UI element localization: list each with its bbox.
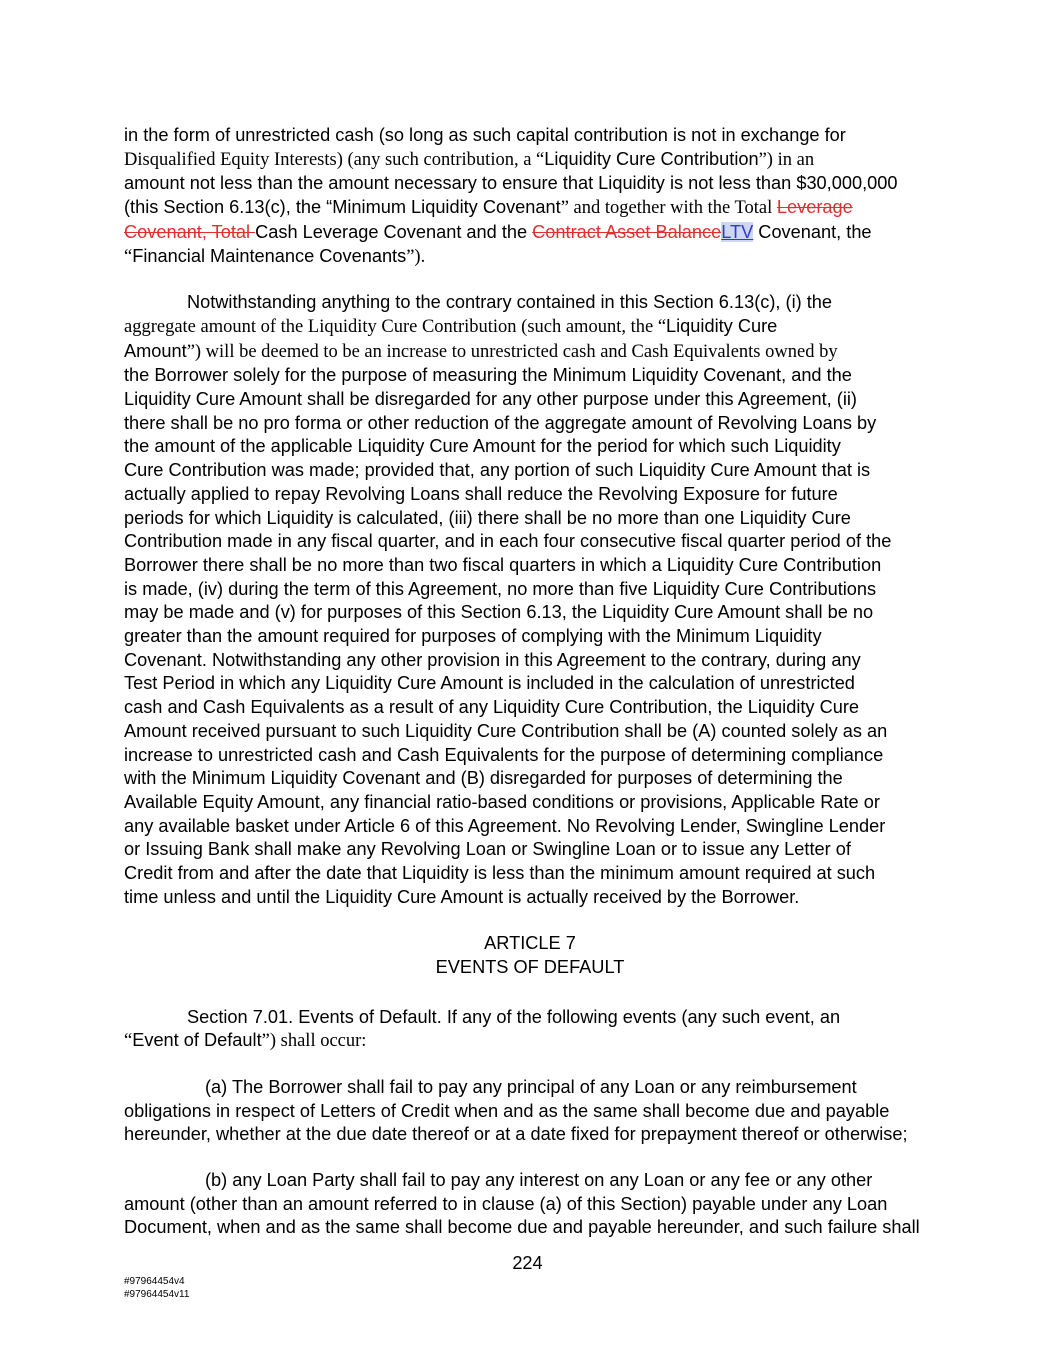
text-line: (this Section 6.13(c), the “Minimum Liquidity Covenant” and together with the Total Leverage Covenant, Total Cash Leverage Covenant and the Contract Asset BalanceLTV Covenant, the — [124, 197, 872, 242]
text-line: amount (other than an amount referred to in clause (a) of this Section) payable under any Loan — [124, 1193, 888, 1214]
defined-term: Minimum Liquidity Covenant — [332, 197, 561, 218]
article-number: ARTICLE 7 — [484, 932, 576, 953]
paragraph-notwithstanding — [124, 291, 936, 909]
document-footer — [124, 1276, 189, 1301]
text-line: Available Equity Amount, any financial ratio-based conditions or provisions, Applicable Rate or — [124, 791, 880, 812]
text-line: Test Period in which any Liquidity Cure Amount is included in the calculation of unrestricted — [124, 673, 855, 694]
text-line: periods for which Liquidity is calculated, (iii) there shall be no more than one Liquidity Cure — [124, 507, 851, 528]
text-line: Contribution made in any fiscal quarter, and in each four consecutive fiscal quarter period of the — [124, 531, 892, 552]
page-number: 224 — [512, 1253, 543, 1273]
text-line: any available basket under Article 6 of this Agreement. No Revolving Lender, Swingline Lender — [124, 815, 886, 836]
text-line: greater than the amount required for purposes of complying with the Minimum Liquidity — [124, 626, 822, 647]
text-line: Disqualified Equity Interests) (any such contribution, a “Liquidity Cure Contribution”) in an — [124, 148, 815, 170]
document-page — [124, 124, 936, 1240]
text-line: with the Minimum Liquidity Covenant and (B) disregarded for purposes of determining the — [124, 768, 843, 789]
text-line: Cure Contribution was made; provided that, any portion of such Liquidity Cure Amount that is — [124, 460, 871, 481]
clause-b — [124, 1169, 936, 1240]
clause-a — [124, 1076, 936, 1147]
text-line: is made, (iv) during the term of this Agreement, no more than five Liquidity Cure Contributions — [124, 578, 877, 599]
text-line: Document, when and as the same shall become due and payable hereunder, and such failure shall — [124, 1217, 920, 1238]
deleted-text: Leverage Covenant, Total — [124, 197, 853, 242]
text-line: Amount”) will be deemed to be an increase to unrestricted cash and Cash Equivalents owned by — [124, 340, 838, 362]
text-line: actually applied to repay Revolving Loans shall reduce the Revolving Exposure for future — [124, 483, 838, 504]
article-title: EVENTS OF DEFAULT — [435, 956, 625, 977]
footer-doc-id: #97964454v11 — [124, 1288, 190, 1300]
article-heading — [124, 931, 936, 979]
text-line: increase to unrestricted cash and Cash Equivalents for the purpose of determining compliance — [124, 744, 884, 765]
defined-term: Liquidity Cure Contribution — [544, 148, 759, 169]
text-line: the amount of the applicable Liquidity Cure Amount for the period for which such Liquidity — [124, 436, 841, 457]
text-line: amount not less than the amount necessary to ensure that Liquidity is not less than $30,000,000 — [124, 173, 898, 194]
defined-term: Event of Default — [132, 1030, 262, 1051]
text-line: or Issuing Bank shall make any Revolving Loan or Swingline Loan or to issue any Letter of — [124, 839, 851, 860]
section-7-01 — [124, 1006, 936, 1054]
defined-term: Amount — [124, 340, 187, 361]
text-line: Notwithstanding anything to the contrary contained in this Section 6.13(c), (i) the — [187, 292, 832, 313]
footer-doc-id: #97964454v4 — [124, 1276, 185, 1287]
text-line: Borrower there shall be no more than two fiscal quarters in which a Liquidity Cure Contribution — [124, 554, 882, 575]
text-line: Credit from and after the date that Liquidity is less than the minimum amount required at such — [124, 863, 876, 884]
text-line: time unless and until the Liquidity Cure Amount is actually received by the Borrower. — [124, 886, 800, 907]
text-line: in the form of unrestricted cash (so long as such capital contribution is not in exchange for — [124, 125, 846, 145]
text-line: cash and Cash Equivalents as a result of any Liquidity Cure Contribution, the Liquidity Cure — [124, 697, 859, 718]
defined-term: Financial Maintenance Covenants — [132, 245, 407, 266]
text-line: may be made and (v) for purposes of this Section 6.13, the Liquidity Cure Amount shall be no — [124, 602, 874, 623]
defined-term: Liquidity Cure — [666, 315, 778, 336]
text-line: Amount received pursuant to such Liquidity Cure Contribution shall be (A) counted solely as an — [124, 720, 888, 741]
text-line: Liquidity Cure Amount shall be disregarded for any other purpose under this Agreement, (ii) — [124, 389, 857, 410]
text-line: “Event of Default”) shall occur: — [124, 1030, 367, 1052]
text-line: the Borrower solely for the purpose of measuring the Minimum Liquidity Covenant, and the — [124, 365, 852, 386]
text-line: obligations in respect of Letters of Credit when and as the same shall become due and payable — [124, 1100, 890, 1121]
deleted-text: Contract Asset Balance — [532, 221, 722, 242]
text-line: (a) The Borrower shall fail to pay any principal of any Loan or any reimbursement — [205, 1076, 857, 1097]
text-line: there shall be no pro forma or other reduction of the aggregate amount of Revolving Loans by — [124, 412, 877, 433]
text-line: aggregate amount of the Liquidity Cure Contribution (such amount, the “Liquidity Cure — [124, 315, 778, 337]
text-line: (b) any Loan Party shall fail to pay any interest on any Loan or any fee or any other — [205, 1170, 873, 1191]
paragraph-liquidity-cure — [124, 124, 936, 269]
inserted-text: LTV — [721, 221, 754, 242]
text-line: Covenant. Notwithstanding any other provision in this Agreement to the contrary, during any — [124, 649, 861, 670]
text-line: hereunder, whether at the due date thereof or at a date fixed for prepayment thereof or otherwise; — [124, 1124, 908, 1145]
text-line: Section 7.01. Events of Default. If any of the following events (any such event, an — [187, 1006, 841, 1027]
text-line: “Financial Maintenance Covenants”). — [124, 245, 426, 267]
